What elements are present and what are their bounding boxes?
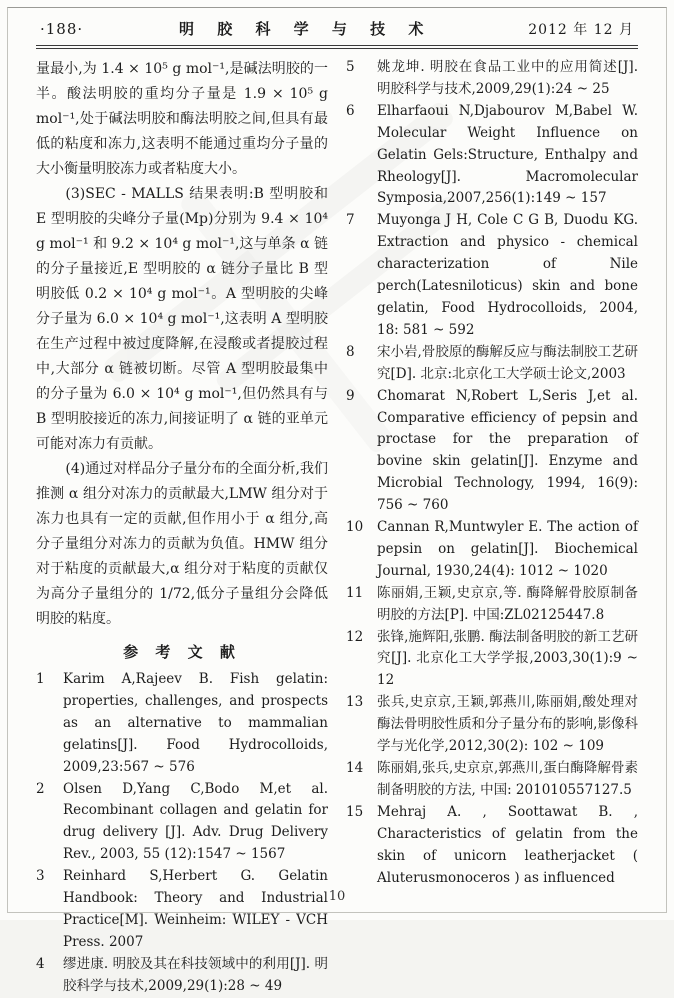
- reference-text: 姚龙坤. 明胶在食品工业中的应用简述[J]. 明胶科学与技术,2009,29(1):24 ~ 25: [377, 59, 638, 97]
- page-header: [36, 16, 638, 45]
- page-number: 10: [328, 889, 346, 904]
- reference-number: 15: [346, 803, 364, 820]
- reference-number: 12: [346, 628, 364, 645]
- reference-text: 缪进康. 明胶及其在科技领域中的利用[J]. 明胶科学与技术,2009,29(1):28 ~ 49: [63, 955, 328, 994]
- reference-text: 陈丽娟,王颖,史京京,等. 酶降解骨胶原制备明胶的方法[P]. 中国:ZL02125447.8: [377, 584, 638, 623]
- reference-number: 5: [346, 59, 355, 75]
- reference-text: 宋小岩,骨胶原的酶解反应与酶法制胶工艺研究[D]. 北京:北京化工大学硕士论文,2003: [377, 343, 638, 382]
- reference-item: [346, 758, 638, 802]
- journal-title: 明 胶 科 学 与 技 术: [179, 20, 433, 38]
- reference-item: [346, 386, 638, 517]
- reference-text: Olsen D,Yang C,Bodo M,et al. Recombinant collagen and gelatin for drug delivery [J]. Adv. Drug Delivery Rev., 2003, 55 (12):1547 ~ 1567: [63, 780, 328, 863]
- reference-item: [36, 779, 328, 867]
- reference-text: Chomarat N,Robert L,Seris J,et al. Comparative efficiency of pepsin and proctase for the preparation of bovine skin gelatin[J]. Enzyme and Microbial Technology, 1994, 16(9): 756 ~ 760: [377, 387, 638, 514]
- reference-text: 张锋,施辉阳,张鹏. 酶法制备明胶的新工艺研究[J]. 北京化工大学学报,2003,30(1):9 ~ 12: [377, 628, 638, 689]
- reference-text: 张兵,史京京,王颖,郭燕川,陈丽娟,酸处理对酶法骨明胶性质和分子量分布的影响,影像科学与光化学,2012,30(2): 102 ~ 109: [377, 694, 638, 755]
- reference-item: [346, 692, 638, 758]
- reference-item: [346, 210, 638, 341]
- right-column: [346, 57, 638, 998]
- reference-text: Muyonga J H, Cole C G B, Duodu KG. Extraction and physico - chemical characterization of Nile perch(Latesniloticus) skin and bone gelatin, Food Hydrocolloids, 2004, 18: 581 ~ 592: [377, 212, 638, 338]
- reference-item: [346, 101, 638, 211]
- references-list-right: [346, 57, 638, 889]
- paragraph-point-4: (4)通过对样品分子量分布的全面分析,我们推测 α 组分对冻力的贡献最大,LMW 组分对于冻力也具有一定的贡献,但作用小于 α 组分,高分子量组分对冻力的贡献为负值。HMW 组分对于粘度的贡献最大,α 组分对于粘度的贡献仅为高分子量组分的 1/72,低分子量组分会降低明胶的粘度。: [36, 461, 328, 627]
- reference-number: 1: [36, 671, 45, 687]
- reference-text: Cannan R,Muntwyler E. The action of pepsin on gelatin[J]. Biochemical Journal, 1930,24(4): 1012 ~ 1020: [377, 519, 638, 579]
- reference-number: 6: [346, 102, 355, 119]
- reference-item: [346, 342, 638, 386]
- reference-number: 8: [346, 343, 355, 360]
- issue-date: 2012 年 12 月: [528, 22, 634, 38]
- two-column-body: [36, 57, 638, 998]
- header-double-rule: [36, 45, 638, 49]
- reference-item: [36, 669, 328, 779]
- reference-text: Elharfaoui N,Djabourov M,Babel W. Molecular Weight Influence on Gelatin Gels:Structure, Enthalpy and Rheology[J]. Macromolecular Symposia,2007,256(1):149 ~ 157: [377, 102, 638, 207]
- reference-item: [36, 954, 328, 998]
- reference-item: [36, 866, 328, 954]
- reference-text: Reinhard S,Herbert G. Gelatin Handbook: Theory and Industrial Practice[M]. Weinheim: WILEY - VCH Press. 2007: [63, 868, 328, 950]
- reference-text: 陈丽娟,张兵,史京京,郭燕川,蛋白酶降解骨素制备明胶的方法, 中国: 201010557127.5: [377, 760, 638, 798]
- reference-text: Mehraj A. , Soottawat B. , Characteristics of gelatin from the skin of unicorn leatherjacket ( Aluterusmonoceros ) as influenced: [377, 803, 638, 886]
- reference-item: [346, 57, 638, 101]
- reference-item: [346, 802, 638, 890]
- reference-number: 10: [346, 519, 364, 536]
- reference-number: 9: [346, 387, 355, 404]
- left-column: [36, 57, 328, 998]
- references-list-left: [36, 669, 328, 998]
- reference-item: [346, 517, 638, 583]
- reference-number: 2: [36, 780, 45, 797]
- reference-number: 14: [346, 760, 364, 776]
- reference-text: Karim A,Rajeev B. Fish gelatin: properties, challenges, and prospects as an alternative to mammalian gelatins[J]. Food Hydrocolloids, 2009,23:567 ~ 576: [63, 671, 328, 775]
- reference-number: 13: [346, 694, 364, 711]
- reference-number: 3: [36, 868, 45, 885]
- header-page-marker: ·188·: [40, 20, 84, 38]
- reference-number: 11: [346, 584, 364, 601]
- paragraph-point-3: (3)SEC - MALLS 结果表明:B 型明胶和 E 型明胶的尖峰分子量(Mp)分别为 9.4 × 10⁴ g mol⁻¹ 和 9.2 × 10⁴ g mol⁻¹,这与单条 α 链的分子量接近,E 型明胶的 α 链分子量比 B 型明胶低 0.2 × 10⁴ g mol⁻¹。A 型明胶的尖峰分子量为 6.0 × 10⁴ g mol⁻¹,这表明 A 型明胶在生产过程中被过度降解,在浸酸或者提胶过程中,大部分 α 链被切断。尽管 A 型明胶最集中的分子量为 6.0 × 10⁴ g mol⁻¹,但仍然具有与 B 型明胶接近的冻力,间接证明了 α 链的亚单元可能对冻力有贡献。: [36, 186, 328, 452]
- paragraph-continued: 量最小,为 1.4 × 10⁵ g mol⁻¹,是碱法明胶的一半。酸法明胶的重均分子量是 1.9 × 10⁵ g mol⁻¹,处于碱法明胶和酶法明胶之间,但具有最低的粘度和冻力,这表明不能通过重均分子量的大小衡量明胶冻力或者粘度大小。: [36, 61, 328, 177]
- references-heading: 参 考 文 献: [123, 643, 241, 661]
- reference-number: 4: [36, 955, 45, 972]
- reference-number: 7: [346, 212, 355, 229]
- reference-item: [346, 627, 638, 693]
- reference-item: [346, 583, 638, 627]
